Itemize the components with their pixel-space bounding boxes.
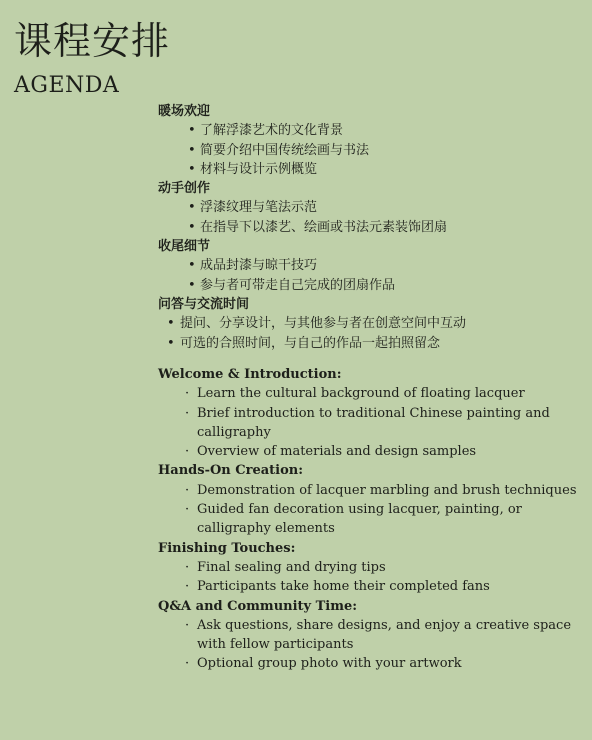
list-item-text: Overview of materials and design samples [197, 444, 477, 460]
list-item [158, 654, 578, 673]
page-title-chinese: 课程安排 [14, 19, 171, 63]
bullet-dot-icon: · [185, 617, 190, 633]
list-item-text: Brief introduction to traditional Chinese painting and calligraphy [197, 405, 550, 440]
english-agenda [158, 365, 578, 674]
list-item [158, 481, 578, 500]
bullet-dot-icon: • [188, 161, 196, 177]
list-item-text: 提问、分享设计，与其他参与者在创意空间中互动 [180, 316, 467, 332]
list-item [158, 616, 578, 655]
list-item-text: 参与者可带走自己完成的团扇作品 [200, 277, 396, 293]
bullet-dot-icon: · [185, 405, 190, 421]
bullet-dot-icon: • [167, 335, 175, 351]
list-item [158, 160, 578, 179]
chinese-agenda [158, 102, 578, 353]
en-group-list [158, 481, 578, 539]
bullet-dot-icon: • [188, 219, 196, 235]
cn-group-heading: 问答与交流时间 [158, 296, 250, 312]
bullet-dot-icon: · [185, 656, 190, 672]
bullet-dot-icon: · [185, 482, 190, 498]
list-item-text: 简要介绍中国传统绘画与书法 [200, 142, 370, 158]
en-group-heading: Welcome & Introduction: [158, 367, 342, 382]
cn-group-list [158, 256, 578, 295]
bullet-dot-icon: • [188, 200, 196, 216]
list-item [158, 442, 578, 461]
bullet-dot-icon: • [188, 142, 196, 158]
bullet-dot-icon: · [185, 579, 190, 595]
en-group-list [158, 558, 578, 597]
bullet-dot-icon: • [188, 258, 196, 274]
list-item-text: 成品封漆与晾干技巧 [200, 258, 318, 274]
list-item [158, 276, 578, 295]
list-item [158, 256, 578, 275]
en-group-heading: Q&A and Community Time: [158, 598, 358, 614]
bullet-dot-icon: · [185, 559, 190, 575]
list-item-text: Ask questions, share designs, and enjoy a creative space with fellow participants [197, 617, 572, 653]
en-group-heading: Hands-On Creation: [158, 463, 304, 479]
en-group-list [158, 616, 578, 674]
en-group-hands-on [158, 461, 578, 538]
cn-group-list [158, 121, 578, 179]
cn-group-list [158, 198, 578, 237]
list-item-text: Optional group photo with your artwork [197, 656, 462, 672]
cn-group-hands-on [158, 179, 578, 237]
list-item [158, 198, 578, 217]
list-item-text: 了解浮漆艺术的文化背景 [200, 123, 344, 139]
list-item [158, 500, 578, 539]
list-item-text: 浮漆纹理与笔法示范 [200, 200, 318, 216]
list-item [158, 384, 578, 403]
cn-group-welcome [158, 102, 578, 179]
list-item-text: Learn the cultural background of floating lacquer [197, 386, 525, 402]
list-item [158, 334, 578, 353]
list-item [158, 314, 578, 333]
list-item [158, 121, 578, 140]
cn-group-heading: 动手创作 [158, 181, 211, 197]
cn-group-heading: 收尾细节 [158, 239, 211, 255]
cn-group-finishing [158, 237, 578, 295]
list-item-text: 可选的合照时间，与自己的作品一起拍照留念 [180, 335, 441, 351]
en-group-list [158, 384, 578, 461]
list-item [158, 558, 578, 577]
en-group-finishing [158, 539, 578, 597]
list-item-text: Guided fan decoration using lacquer, painting, or calligraphy elements [197, 502, 522, 537]
list-item [158, 577, 578, 596]
bullet-dot-icon: · [185, 502, 190, 518]
list-item-text: 材料与设计示例概览 [200, 161, 318, 177]
list-item-text: Final sealing and drying tips [197, 559, 386, 575]
bullet-dot-icon: · [185, 444, 190, 460]
bullet-dot-icon: • [167, 316, 175, 332]
page-title-english: AGENDA [14, 73, 120, 98]
list-item [158, 141, 578, 160]
list-item [158, 404, 578, 443]
en-group-welcome [158, 365, 578, 461]
list-item-text: 在指导下以漆艺、绘画或书法元素装饰团扇 [200, 219, 448, 235]
cn-group-qa [158, 295, 578, 353]
en-group-heading: Finishing Touches: [158, 540, 296, 556]
en-group-qa [158, 597, 578, 674]
bullet-dot-icon: • [188, 277, 196, 293]
cn-group-heading: 暖场欢迎 [158, 104, 211, 119]
list-item-text: Participants take home their completed fans [197, 579, 490, 595]
cn-group-list [158, 314, 578, 353]
list-item [158, 218, 578, 237]
list-item-text: Demonstration of lacquer marbling and brush techniques [197, 482, 577, 498]
bullet-dot-icon: · [185, 386, 190, 402]
bullet-dot-icon: • [188, 123, 196, 139]
